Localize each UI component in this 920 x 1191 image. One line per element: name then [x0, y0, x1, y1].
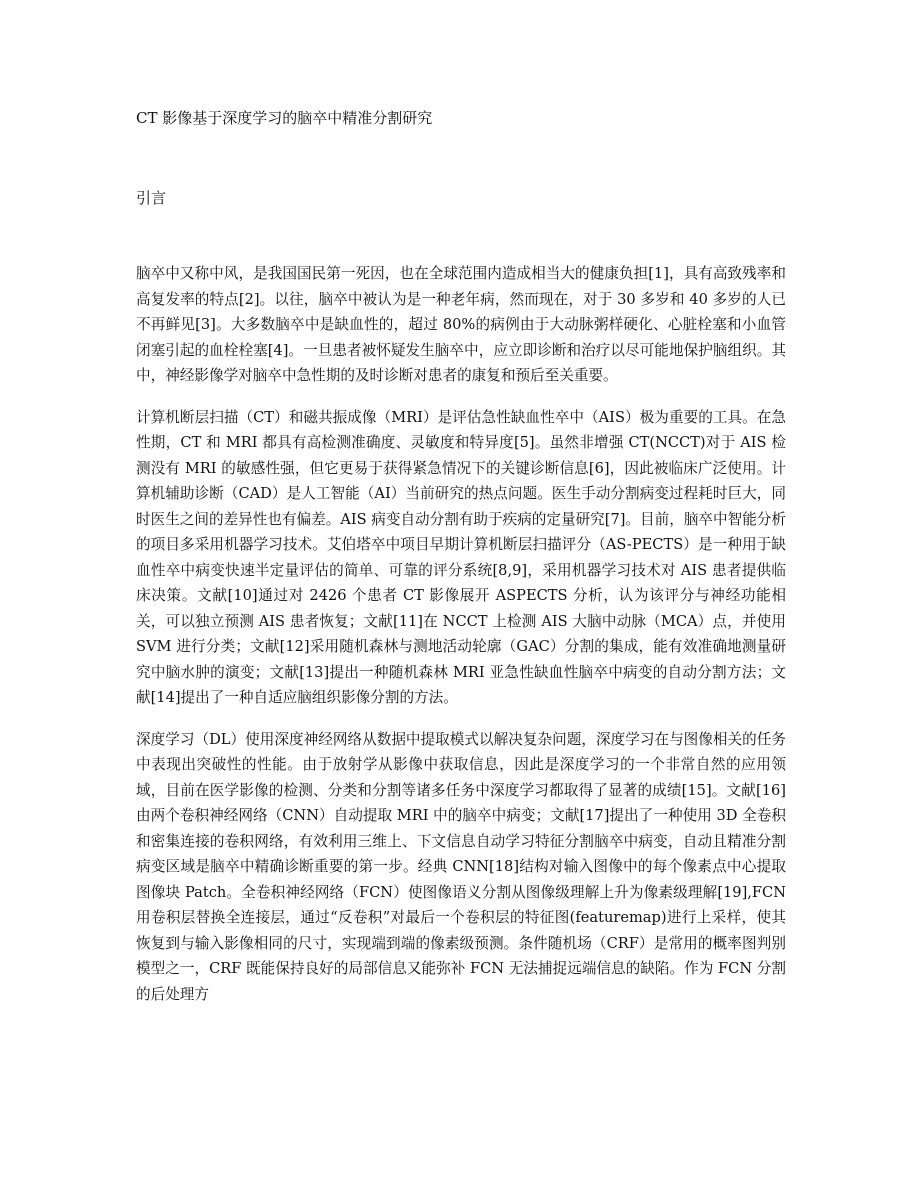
document-body	[136, 261, 786, 1023]
paragraph-1: 脑卒中又称中风，是我国国民第一死因，也在全球范围内造成相当大的健康负担[1]，具有高致残率和高复发率的特点[2]。以往，脑卒中被认为是一种老年病，然而现在，对于 30 多岁和 40 多岁的人已不再鲜见[3]。大多数脑卒中是缺血性的，超过 80%的病例由于大动脉粥样硬化、心脏栓塞和小血管闭塞引起的血栓栓塞[4]。一旦患者被怀疑发生脑卒中，应立即诊断和治疗以尽可能地保护脑组织。其中，神经影像学对脑卒中急性期的及时诊断对患者的康复和预后至关重要。	[136, 265, 786, 384]
section-heading: 引言	[136, 189, 167, 207]
paragraph-2: 计算机断层扫描（CT）和磁共振成像（MRI）是评估急性缺血性卒中（AIS）极为重要的工具。在急性期，CT 和 MRI 都具有高检测准确度、灵敏度和特异度[5]。虽然非增强 CT(NCCT)对于 AIS 检测没有 MRI 的敏感性强，但它更易于获得紧急情况下的关键诊断信息[6]，因此被临床广泛使用。计算机辅助诊断（CAD）是人工智能（AI）当前研究的热点问题。医生手动分割病变过程耗时巨大，同时医生之间的差异性也有偏差。AIS 病变自动分割有助于疾病的定量研究[7]。目前，脑卒中智能分析的项目多采用机器学习技术。艾伯塔卒中项目早期计算机断层扫描评分（AS-PECTS）是一种用于缺血性卒中病变快速半定量评估的简单、可靠的评分系统[8,9]，采用机器学习技术对 AIS 患者提供临床决策。文献[10]通过对 2426 个患者 CT 影像展开 ASPECTS 分析，认为该评分与神经功能相关，可以独立预测 AIS 患者恢复；文献[11]在 NCCT 上检测 AIS 大脑中动脉（MCA）点，并使用 SVM 进行分类；文献[12]采用随机森林与测地活动轮廓（GAC）分割的集成，能有效准确地测量研究中脑水肿的演变；文献[13]提出一种随机森林 MRI 亚急性缺血性脑卒中病变的自动分割方法；文献[14]提出了一种自适应脑组织影像分割的方法。	[136, 408, 786, 706]
paragraph-3: 深度学习（DL）使用深度神经网络从数据中提取模式以解决复杂问题，深度学习在与图像相关的任务中表现出突破性的性能。由于放射学从影像中获取信息，因此是深度学习的一个非常自然的应用领域，目前在医学影像的检测、分类和分割等诸多任务中深度学习都取得了显著的成绩[15]。文献[16]由两个卷积神经网络（CNN）自动提取 MRI 中的脑卒中病变；文献[17]提出了一种使用 3D 全卷积和密集连接的卷积网络，有效利用三维上、下文信息自动学习特征分割脑卒中病变，自动且精准分割病变区域是脑卒中精确诊断重要的第一步。经典 CNN[18]结构对输入图像中的每个像素点中心提取图像块 Patch。全卷积神经网络（FCN）使图像语义分割从图像级理解上升为像素级理解[19],FCN 用卷积层替换全连接层，通过“反卷积”对最后一个卷积层的特征图(featuremap)进行上采样，使其恢复到与输入影像相同的尺寸，实现端到端的像素级预测。条件随机场（CRF）是常用的概率图判别模型之一，CRF 既能保持良好的局部信息又能弥补 FCN 无法捕捉远端信息的缺陷。作为 FCN 分割的后处理方	[136, 730, 786, 1003]
document-title: CT 影像基于深度学习的脑卒中精准分割研究	[136, 109, 433, 127]
